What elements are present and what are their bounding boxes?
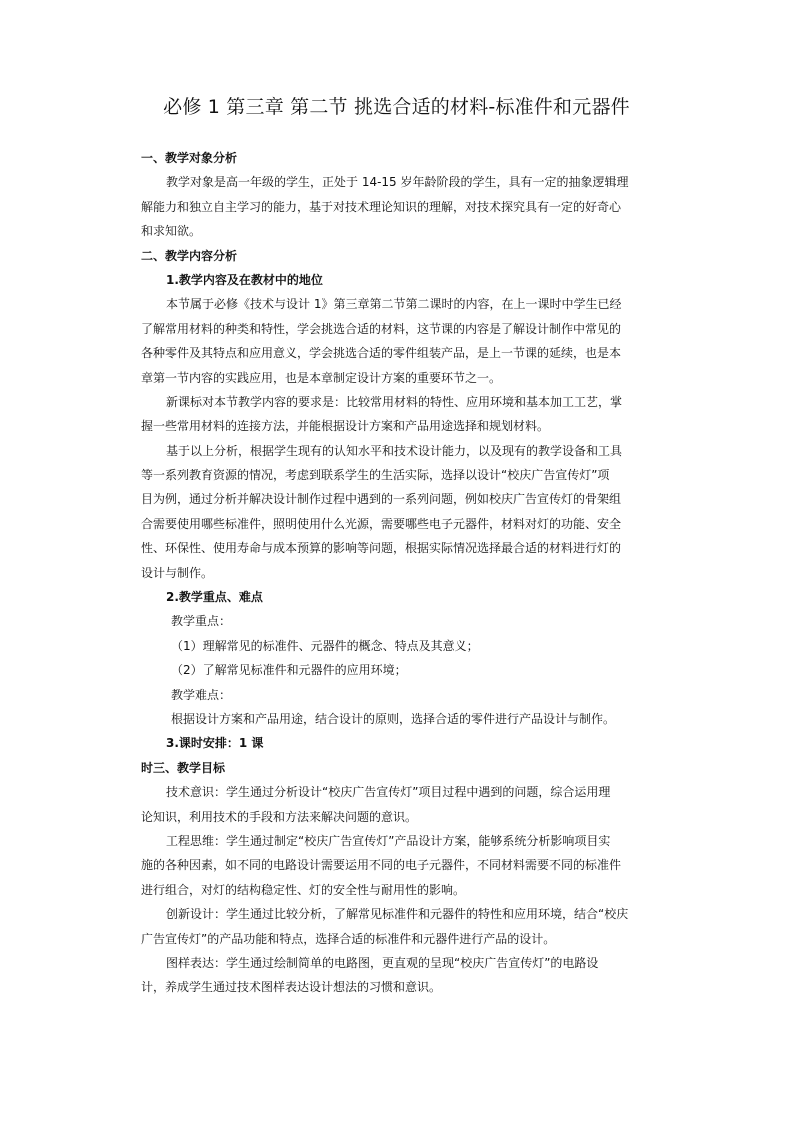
paragraph-line: 解能力和独立自主学习的能力，基于对技术理论知识的理解，对技术探究具有一定的好奇心 [141, 199, 622, 214]
document-body [141, 146, 661, 1000]
page-title: 必修 1 第三章 第二节 挑选合适的材料-标准件和元器件 [163, 96, 630, 118]
subsection-heading: 3.课时安排：1 课 [166, 736, 264, 751]
paragraph-line: 图样表达：学生通过绘制简单的电路图，更直观的呈现“校庆广告宣传灯”的电路设 [166, 955, 599, 970]
paragraph-line: 技术意识：学生通过分析设计“校庆广告宣传灯”项目过程中遇到的问题，综合运用理 [166, 785, 611, 800]
subsection-heading: 2.教学重点、难点 [166, 590, 263, 605]
paragraph-line: 了解常用材料的种类和特性，学会挑选合适的材料，这节课的内容是了解设计制作中常见的 [141, 321, 622, 336]
paragraph-line: 施的各种因素，如不同的电路设计需要运用不同的电子元器件，不同材料需要不同的标准件 [141, 858, 622, 873]
paragraph-line: 章第一节内容的实践应用，也是本章制定设计方案的重要环节之一。 [141, 370, 502, 385]
paragraph-line: 等一系列教育资源的情况，考虑到联系学生的生活实际，选择以设计“校庆广告宣传灯”项 [141, 468, 610, 483]
paragraph-line: 本节属于必修《技术与设计 1》第三章第二节第二课时的内容，在上一课时中学生已经 [166, 297, 622, 312]
focus-label: 教学重点： [171, 614, 232, 629]
paragraph-line: 握一些常用材料的连接方法，并能根据设计方案和产品用途选择和规划材料。 [141, 419, 550, 434]
paragraph-line: 教学对象是高一年级的学生，正处于 14-15 岁年龄阶段的学生，具有一定的抽象逻辑理 [166, 175, 629, 190]
section-heading: 时三、教学目标 [141, 760, 226, 775]
section-heading: 二、教学内容分析 [141, 248, 238, 263]
section-heading: 一、教学对象分析 [141, 151, 238, 165]
focus-item: （2）了解常见标准件和元器件的应用环境； [171, 663, 407, 678]
paragraph-line: 工程思维：学生通过制定“校庆广告宣传灯”产品设计方案，能够系统分析影响项目实 [166, 833, 611, 848]
difficulty-label: 教学难点： [171, 687, 232, 702]
paragraph-line: 基于以上分析，根据学生现有的认知水平和技术设计能力，以及现有的教学设备和工具 [166, 443, 623, 458]
paragraph-line: 目为例，通过分析并解决设计制作过程中遇到的一系列问题，例如校庆广告宣传灯的骨架组 [141, 492, 622, 507]
subsection-heading: 1.教学内容及在教材中的地位 [166, 272, 323, 287]
paragraph-line: 创新设计：学生通过比较分析，了解常见标准件和元器件的特性和应用环境，结合“校庆 [166, 907, 629, 922]
paragraph-line: 设计与制作。 [141, 565, 214, 580]
paragraph-line: 新课标对本节教学内容的要求是：比较常用材料的特性、应用环境和基本加工工艺，掌 [166, 394, 623, 409]
paragraph-line: 性、环保性、使用寿命与成本预算的影响等问题，根据实际情况选择最合适的材料进行灯的 [141, 541, 622, 556]
paragraph-line: 各种零件及其特点和应用意义，学会挑选合适的零件组装产品，是上一节课的延续，也是本 [141, 346, 622, 361]
paragraph-line: 计，养成学生通过技术图样表达设计想法的习惯和意识。 [141, 980, 442, 995]
difficulty-item: 根据设计方案和产品用途，结合设计的原则，选择合适的零件进行产品设计与制作。 [171, 711, 616, 726]
paragraph-line: 和求知欲。 [141, 224, 202, 239]
paragraph-line: 论知识，利用技术的手段和方法来解决问题的意识。 [141, 809, 418, 824]
focus-item: （1）理解常见的标准件、元器件的概念、特点及其意义； [171, 638, 479, 653]
paragraph-line: 合需要使用哪些标准件，照明使用什么光源，需要哪些电子元器件，材料对灯的功能、安全 [141, 516, 622, 531]
paragraph-line: 进行组合，对灯的结构稳定性、灯的安全性与耐用性的影响。 [141, 882, 466, 897]
paragraph-line: 广告宣传灯”的产品功能和特点，选择合适的标准件和元器件进行产品的设计。 [141, 931, 556, 946]
